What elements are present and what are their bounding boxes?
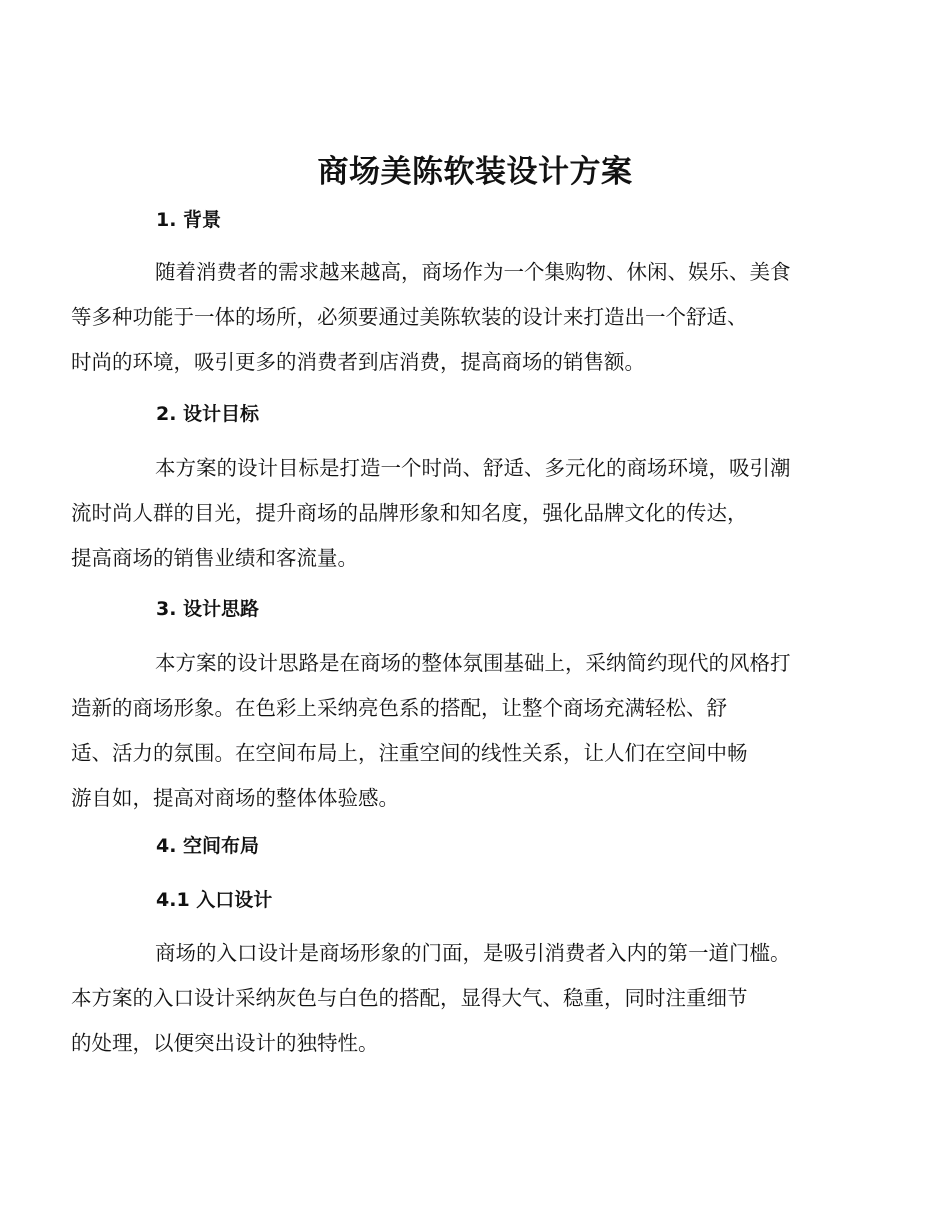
section-heading-space-layout: 4. 空间布局 (156, 835, 260, 857)
section-paragraph-design-goals (71, 446, 833, 581)
document-title: 商场美陈软装设计方案 (317, 154, 633, 190)
section-paragraph-entrance-design (71, 931, 833, 1066)
paragraph-line: 游自如，提高对商场的整体体验感。 (71, 786, 399, 810)
section-heading-background: 1. 背景 (156, 209, 222, 231)
paragraph-line: 商场的入口设计是商场形象的门面，是吸引消费者入内的第一道门槛。 (155, 941, 791, 965)
paragraph-line: 适、活力的氛围。在空间布局上，注重空间的线性关系，让人们在空间中畅 (71, 741, 748, 765)
paragraph-line: 本方案的设计思路是在商场的整体氛围基础上，采纳简约现代的风格打 (155, 651, 791, 675)
section-heading-design-approach: 3. 设计思路 (156, 598, 260, 620)
section-heading-design-goals: 2. 设计目标 (156, 403, 260, 425)
paragraph-line: 本方案的设计目标是打造一个时尚、舒适、多元化的商场环境，吸引潮 (155, 456, 791, 480)
section-paragraph-design-approach (71, 641, 833, 821)
paragraph-line: 时尚的环境，吸引更多的消费者到店消费，提高商场的销售额。 (71, 350, 645, 374)
paragraph-line: 等多种功能于一体的场所，必须要通过美陈软装的设计来打造出一个舒适、 (71, 305, 748, 329)
paragraph-line: 流时尚人群的目光，提升商场的品牌形象和知名度，强化品牌文化的传达， (71, 501, 748, 525)
section-paragraph-background (71, 250, 833, 385)
paragraph-line: 造新的商场形象。在色彩上采纳亮色系的搭配，让整个商场充满轻松、舒 (71, 696, 727, 720)
paragraph-line: 本方案的入口设计采纳灰色与白色的搭配，显得大气、稳重，同时注重细节 (71, 986, 748, 1010)
paragraph-line: 提高商场的销售业绩和客流量。 (71, 546, 358, 570)
paragraph-line: 随着消费者的需求越来越高，商场作为一个集购物、休闲、娱乐、美食 (155, 260, 791, 284)
section-heading-entrance-design: 4.1 入口设计 (156, 889, 273, 911)
paragraph-line: 的处理，以便突出设计的独特性。 (71, 1031, 379, 1055)
